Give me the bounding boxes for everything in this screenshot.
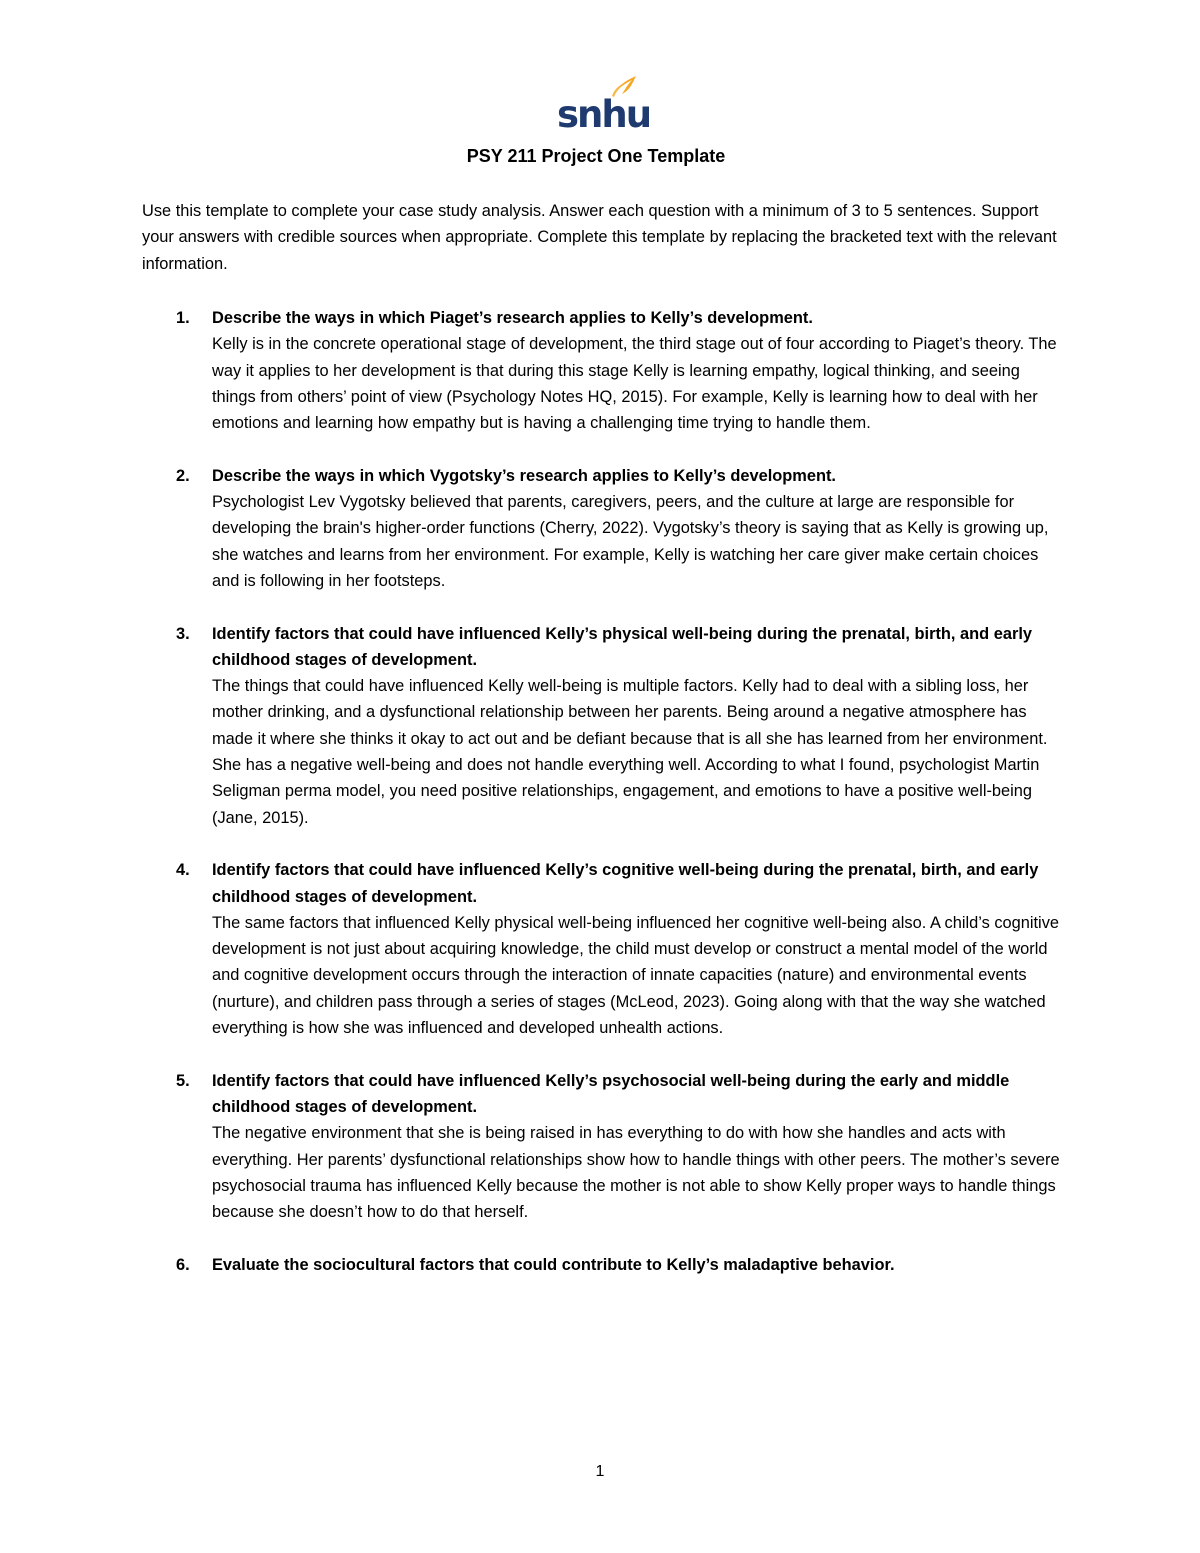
question-number: 2. [176, 466, 190, 485]
question-text: Identify factors that could have influenced Kelly’s physical well-being during the prenatal, birth, and early childhood stages of development. [212, 624, 1032, 669]
answer-text: Kelly is in the concrete operational stage of development, the third stage out of four according to Piaget’s theory. The way it applies to her development is that during this stage Kelly is learning empathy, logical thinking, and seeing things from others’ point of view (Psychology Notes HQ, 2015). For example, Kelly is learning how to deal with her emotions and learning how empathy but is having a challenging time trying to handle them. [212, 335, 1057, 433]
page-title: PSY 211 Project One Template [466, 146, 726, 166]
question-item-1 [142, 305, 1064, 436]
intro-paragraph: Use this template to complete your case study analysis. Answer each question with a minimum of 3 to 5 sentences. Support your answers with credible sources when appropriate. Complete this template by replacing the bracketed text with the relevant information. [142, 202, 1057, 273]
question-number: 1. [176, 309, 190, 327]
question-number: 5. [176, 1071, 190, 1090]
question-text: Evaluate the sociocultural factors that could contribute to Kelly’s maladaptive behavior. [212, 1255, 895, 1274]
question-text: Identify factors that could have influenced Kelly’s psychosocial well-being during the early and middle childhood stages of development. [212, 1071, 1010, 1116]
question-item-6 [142, 1252, 1064, 1278]
answer-text: The negative environment that she is being raised in has everything to do with how she handles and acts with everything. Her parents’ dysfunctional relationships show how to handle things with other peers. The mother’s severe psychosocial trauma has influenced Kelly because the mother is not able to show Kelly proper ways to handle things because she doesn’t how to do that herself. [212, 1124, 1060, 1222]
svg-text:snhu: snhu [557, 93, 651, 136]
page-number: 1 [595, 1463, 605, 1480]
question-number: 3. [176, 624, 190, 643]
question-number: 6. [176, 1255, 190, 1274]
answer-text: The same factors that influenced Kelly physical well-being influenced her cognitive well-being also. A child’s cognitive development is not just about acquiring knowledge, the child must develop or construct a mental model of the world and cognitive development occurs through the interaction of innate capacities (nature) and environmental events (nurture), and children pass through a series of stages (McLeod, 2023). Going along with that the way she watched everything is how she was influenced and developed unhealth actions. [212, 913, 1060, 1038]
snhu-logo-graphic [556, 74, 651, 136]
snhu-logo [556, 74, 651, 136]
question-list [142, 305, 1064, 1304]
question-text: Describe the ways in which Vygotsky’s research applies to Kelly’s development. [212, 466, 836, 485]
question-text: Identify factors that could have influenced Kelly’s cognitive well-being during the prenatal, birth, and early childhood stages of development. [212, 861, 1039, 906]
answer-text: The things that could have influenced Kelly well-being is multiple factors. Kelly had to deal with a sibling loss, her mother drinking, and a dysfunctional relationship between her parents. Being around a negative atmosphere has made it where she thinks it okay to act out and be defiant because that is all she has learned from her environment. She has a negative well-being and does not handle everything well. According to what I found, psychologist Martin Seligman perma model, you need positive relationships, engagement, and emotions to have a positive well-being (Jane, 2015). [212, 677, 1048, 827]
answer-text: Psychologist Lev Vygotsky believed that parents, caregivers, peers, and the culture at large are responsible for developing the brain's higher-order functions (Cherry, 2022). Vygotsky’s theory is saying that as Kelly is growing up, she watches and learns from her environment. For example, Kelly is watching her care giver make certain choices and is following in her footsteps. [212, 493, 1049, 590]
question-item-2 [142, 463, 1064, 594]
question-item-3 [142, 621, 1064, 831]
question-item-4 [142, 857, 1064, 1041]
question-item-5 [142, 1068, 1064, 1226]
question-text: Describe the ways in which Piaget’s research applies to Kelly’s development. [212, 309, 813, 327]
question-number: 4. [176, 861, 190, 880]
